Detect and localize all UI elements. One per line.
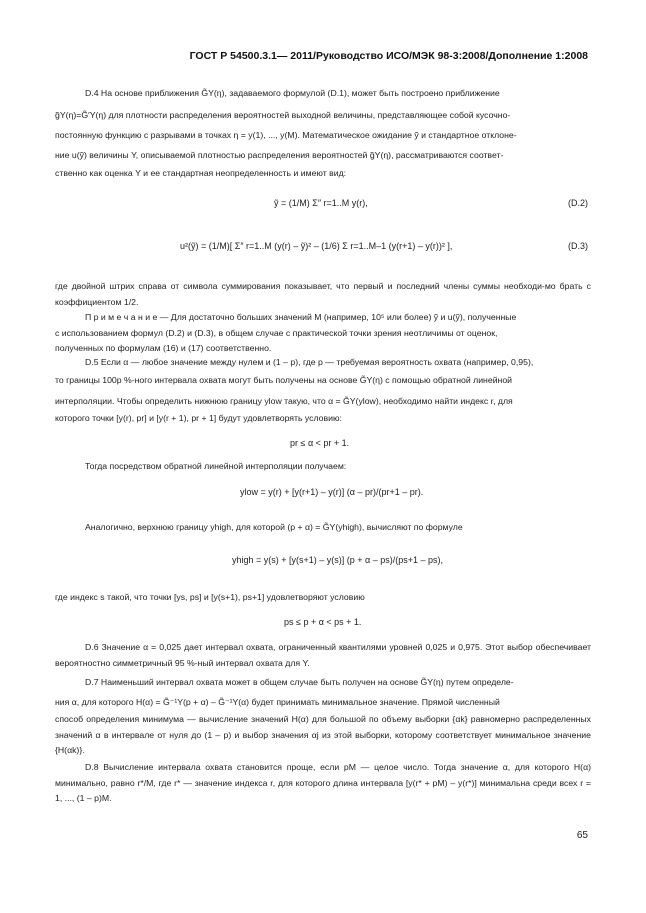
inequality-r: pr ≤ α < pr + 1. — [290, 438, 350, 448]
where-s-text: где индекс s такой, что точки [ys, ps] и [y(s+1), ps+1] удовлетворяют условию — [55, 592, 365, 602]
d5-line-3: интерполяции. Чтобы определить нижнюю границу ylow такую, что α = G̃Y(ylow), необходимо найти индекс r, для — [55, 396, 513, 406]
d5-line-2: то границы 100p %-ного интервала охвата могут быть получены на основе G̃Y(η) с помощью обратной линейной — [55, 375, 513, 385]
d4-line-3: постоянную функцию с разрывами в точках η = y(1), ..., y(M). Математическое ожидание ỹ и стандартное отклоне- — [55, 130, 517, 140]
d8-paragraph: D.8 Вычисление интервала охвата становится проще, если pM — целое число. Тогда значение α, для которого H(α) минимально, равно r*/M, где r* — значение индекса r, для которого длина интервала [y(r* + pM) – y(r*)] минимальна среди всех r = 1, ..., (1 – p)M. — [55, 762, 591, 803]
equation-d3-label: (D.3) — [568, 241, 588, 251]
note-line-3: полученных по формулам (16) и (17) соответственно. — [55, 343, 272, 353]
equation-d2-label: (D.2) — [568, 198, 588, 208]
page-number: 65 — [576, 830, 588, 841]
equation-d2: ỹ = (1/M) Σ″ r=1..M y(r), — [274, 198, 368, 208]
equation-ylow: ylow = y(r) + [y(r+1) – y(r)] (α – pr)/(pr+1 – pr). — [240, 487, 424, 497]
d6-paragraph: D.6 Значение α = 0,025 дает интервал охвата, ограниченный квантилями уровней 0,025 и 0,975. Этот выбор обеспечивает вероятностно симметричный 95 %-ный интервал охвата для Y. — [55, 642, 591, 668]
d4-line-2: g̃Y(η)=G̃′Y(η) для плотности распределения вероятностей выходной величины, представляющее собой кусочно- — [55, 110, 511, 120]
d4-line-4: ние u(ỹ) величины Y, описываемой плотностью распределения вероятностей g̃Y(η), рассматриваются соответ- — [55, 150, 504, 160]
equation-yhigh: yhigh = y(s) + [y(s+1) – y(s)] (p + α – ps)/(ps+1 – ps), — [232, 555, 444, 565]
d5-line-4: которого точки [y(r), pr] и [y(r + 1), pr + 1] будут удовлетворять условию: — [55, 413, 342, 423]
note-line-1: П р и м е ч а н и е — Для достаточно больших значений M (например, 10⁵ или более) ỹ и u(ỹ), полученные — [85, 312, 517, 322]
then-text: Тогда посредством обратной линейной интерполяции получаем: — [85, 461, 347, 471]
d7-rest: способ определения минимума — вычисление значений H(α) для большой по объему выборки {αk} равномерно распределенных значений α в интервале от нуля до (1 – p) и выбор значения αj из этой выборки, которому соответствует минимальное значение {H(αk)}. — [55, 714, 591, 755]
equation-d3: u²(ỹ) = (1/M)[ Σ″ r=1..M (y(r) – ỹ)² – (1/6) Σ r=1..M–1 (y(r+1) – y(r))² ], — [180, 241, 453, 251]
d4-line-1: D.4 На основе приближения G̃Y(η), задаваемого формулой (D.1), может быть построено приближение — [85, 88, 500, 98]
d5-line-1: D.5 Если α — любое значение между нулем и (1 – p), где p — требуемая вероятность охвата (например, 0,95), — [85, 357, 534, 367]
d7-line-2: ния α, для которого H(α) = G̃⁻¹Y(p + α) – G̃⁻¹Y(α) будет принимать минимальное значение. Прямой численный — [55, 697, 500, 707]
d4-line-5: ственно как оценка Y и ее стандартная неопределенность и имеют вид: — [55, 168, 347, 178]
note-line-2: с использованием формул (D.2) и (D.3), в общем случае с практической точки зрения неотличимы от оценок, — [55, 328, 498, 338]
inequality-s: ps ≤ p + α < ps + 1. — [284, 617, 362, 627]
page-header: ГОСТ Р 54500.3.1— 2011/Руководство ИСО/МЭК 98-3:2008/Дополнение 1:2008 — [189, 50, 588, 62]
d7-line-1: D.7 Наименьший интервал охвата может в общем случае быть получен на основе G̃Y(η) путем определе- — [85, 677, 514, 687]
d3-note: где двойной штрих справа от символа суммирования показывает, что первый и последний члены суммы необходи-мо брать с коэффициентом 1/2. — [55, 281, 591, 307]
similar-text: Аналогично, верхнюю границу yhigh, для которой (p + α) = G̃Y(yhigh), вычисляют по формуле — [85, 522, 463, 532]
